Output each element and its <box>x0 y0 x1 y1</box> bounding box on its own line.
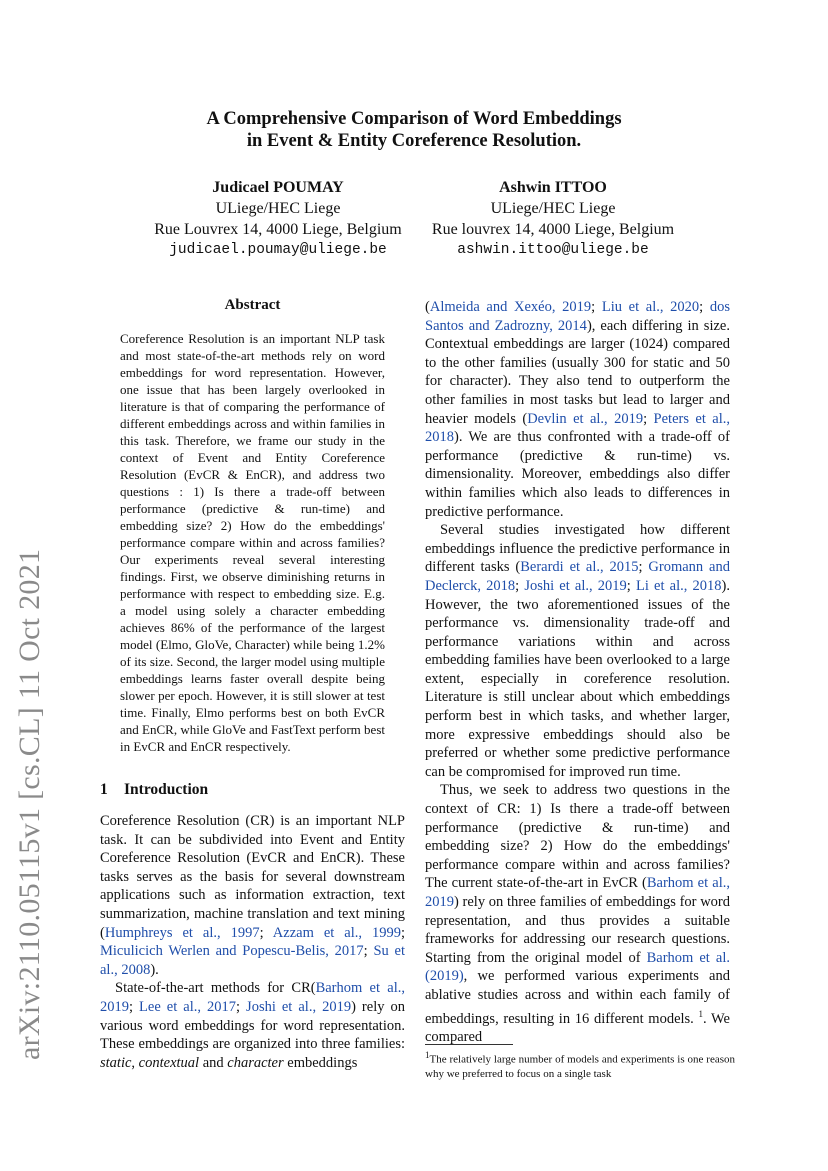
citation-link[interactable]: Humphreys et al., 1997 <box>104 924 260 941</box>
citation-link[interactable]: Miculicich Werlen and Popescu-Belis, 2017 <box>100 943 364 960</box>
section-title: Introduction <box>124 781 209 798</box>
author-1-address: Rue Louvrex 14, 4000 Liege, Belgium <box>154 221 402 238</box>
title-line-1: A Comprehensive Comparison of Word Embeddings <box>206 109 622 129</box>
title-line-2: in Event & Entity Coreference Resolution. <box>246 131 582 151</box>
author-1 <box>128 177 428 261</box>
abstract-heading: Abstract <box>224 297 281 313</box>
intro-paragraph-2-cont: (Almeida and Xexéo, 2019; Liu et al., 2020; dos Santos and Zadrozny, 2014), each differing in size. Contextual embeddings are larger (1024) compared to the other families (usually 300 for static and 50 for character). They also tend to outperform the other families in most tasks but lead to larger and heavier models (Devlin et al., 2019; Peters et al., 2018). We are thus confronted with a trade-off of performance (predictive & run-time) vs. dimensionality. Moreover, embeddings also differ within families which also leads to differences in predictive performance. <box>425 299 730 520</box>
arxiv-identifier: arXiv:2110.05115v1 [cs.CL] 11 Oct 2021 <box>13 548 46 1060</box>
citation-link[interactable]: dos Santos and Zadrozny, 2014 <box>425 299 730 334</box>
author-2-address: Rue louvrex 14, 4000 Liege, Belgium <box>431 221 675 238</box>
intro-paragraph-3: Several studies investigated how different embeddings influence the predictive performance in different tasks (Berardi et al., 2015; Gromann and Declerck, 2018; Joshi et al., 2019; Li et al., 2018). However, the two aforementioned issues of the performance vs. dimensionality trade-off and performance variations within and across embedding families have been overlooked to a large extent, especially in coreference resolution. Literature is still unclear about which embeddings perform best in which tasks, and whether larger, more expressive embeddings should also be preferred or whether some predictive performance can be compromised for improved run time. <box>425 522 731 780</box>
intro-paragraph-2: State-of-the-art methods for CR(Barhom et al., 2019; Lee et al., 2017; Joshi et al., 2019) rely on various word embeddings for word representation. These embeddings are organized into three families: static, contextual and character embeddings <box>100 980 405 1071</box>
abstract-text: Coreference Resolution is an important NLP task and most state-of-the-art methods rely on word embeddings for word representation. However, one issue that has been largely overlooked in literature is that of comparing the performance of different embeddings across and within families in this task. Therefore, we frame our study in the context of Event and Entity Coreference Resolution (EvCR & EnCR), and address two questions : 1) Is there a trade-off between performance (predictive & run-time) and embedding size? 2) How do the embeddings' performance compare within and across families? Our experiments reveal several interesting findings. First, we observe diminishing returns in performance with respect to embedding size. E.g. a model using solely a character embedding achieves 86% of the performance of the largest model (Elmo, GloVe, Character) while being 1.2% of its size. Second, the larger model using multiple embeddings learns faster overall despite being slower per epoch. However, it is still slower at test time. Finally, Elmo performs best on both EvCR and EnCR, while GloVe and FastText perform best in EvCR and EnCR respectively. <box>120 331 385 754</box>
introduction-right-column <box>425 298 730 1047</box>
citation-link[interactable]: Li et al., 2018 <box>636 577 722 594</box>
citation-link[interactable]: Peters et al., 2018 <box>425 410 730 446</box>
citation-link[interactable]: Azzam et al., 1999 <box>272 924 401 941</box>
citation-link[interactable]: Joshi et al., 2019 <box>524 577 627 594</box>
author-1-email[interactable]: judicael.poumay@uliege.be <box>169 242 387 258</box>
citation-link[interactable]: Lee et al., 2017 <box>139 998 236 1015</box>
author-2-name: Ashwin ITTOO <box>499 179 607 196</box>
footnote-text: The relatively large number of models and experiments is one reason why we preferred to focus on a single task <box>425 1053 735 1080</box>
section-heading-introduction <box>100 781 208 799</box>
citation-link[interactable]: Berardi et al., 2015 <box>520 559 639 576</box>
author-2 <box>403 177 703 261</box>
intro-paragraph-1: Coreference Resolution (CR) is an important NLP task. It can be subdivided into Event and Entity Coreference Resolution (EvCR and EnCR). These tasks serves as the basis for several downstream applications such as information extraction, text summarization, machine translation and text mining (Humphreys et al., 1997; Azzam et al., 1999; Miculicich Werlen and Popescu-Belis, 2017; Su et al., 2008). <box>100 813 405 978</box>
footnote <box>425 1048 735 1081</box>
author-2-email[interactable]: ashwin.ittoo@uliege.be <box>457 242 649 258</box>
citation-link[interactable]: Gromann and Declerck, 2018 <box>425 559 730 594</box>
citation-link[interactable]: Su et al., 2008 <box>100 943 405 978</box>
citation-link[interactable]: Barhom et al., 2019 <box>100 980 405 1015</box>
author-2-affiliation: ULiege/HEC Liege <box>490 200 616 217</box>
author-1-affiliation: ULiege/HEC Liege <box>215 200 341 217</box>
author-1-name: Judicael POUMAY <box>212 179 344 196</box>
citation-link[interactable]: Liu et al., 2020 <box>601 299 700 315</box>
citation-link[interactable]: Barhom et al. (2019) <box>425 949 730 985</box>
section-number: 1 <box>100 781 108 798</box>
citation-link[interactable]: Devlin et al., 2019 <box>527 410 644 427</box>
citation-link[interactable]: Joshi et al., 2019 <box>246 998 352 1015</box>
footnote-marker[interactable]: 1 <box>698 1008 703 1019</box>
introduction-left-column <box>100 812 405 1072</box>
citation-link[interactable]: Barhom et al., 2019 <box>425 875 730 910</box>
citation-link[interactable]: Almeida and Xexéo, 2019 <box>429 299 592 315</box>
footnote-rule <box>425 1044 513 1045</box>
intro-paragraph-4: Thus, we seek to address two questions in the context of CR: 1) Is there a trade-off between performance (predictive & run-time) and embedding size? 2) How do the embeddings' performance compare within and across families? The current state-of-the-art in EvCR (Barhom et al., 2019) rely on three families of embeddings for word representation, and thus provides a suitable frameworks for addressing our research questions. Starting from the original model of Barhom et al. (2019), we performed various experiments and ablative studies across and within each family of embeddings, resulting in 16 different models. $^1$. We compared <box>425 782 730 1045</box>
paper-title <box>0 108 828 152</box>
footnote-number: 1 <box>425 1050 430 1060</box>
